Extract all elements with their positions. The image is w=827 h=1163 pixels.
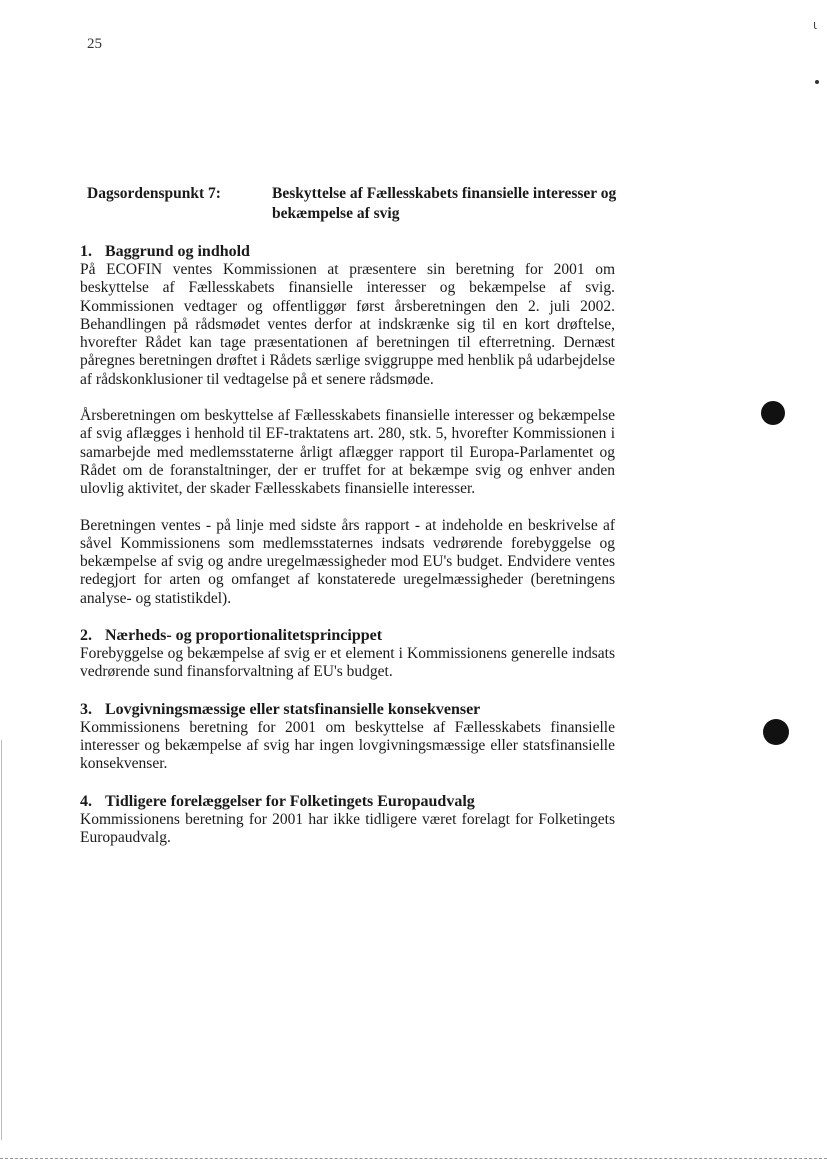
document-body: [80, 242, 615, 847]
corner-mark: ι: [813, 18, 818, 32]
section-number: 2.: [80, 627, 92, 645]
scan-bottom-edge: [0, 1158, 827, 1159]
section-heading: [80, 242, 615, 261]
binder-hole-mark-top: [761, 401, 785, 425]
paragraph: Forebyggelse og bekæmpelse af svig er et element i Kommissionens generelle indsats vedrørende sund finansforvaltning af EU's budget.: [80, 645, 615, 681]
section-1: [80, 242, 615, 608]
page-number: 25: [87, 36, 102, 52]
paragraph: Kommissionens beretning for 2001 har ikke tidligere været forelagt for Folketingets Europaudvalg.: [80, 810, 615, 846]
section-title: Lovgivningsmæssige eller statsfinansielle konsekvenser: [105, 700, 481, 718]
paragraph: Årsberetningen om beskyttelse af Fællesskabets finansielle interesser og bekæmpelse af svig aflægges i henhold til EF-traktatens art. 280, stk. 5, hvorefter Kommissionen i samarbejde med medlemsstaterne årligt aflægger rapport til Europa-Parlamentet og Rådet om de foranstaltninger, der er truffet for at bekæmpe svig og enhver anden ulovlig aktivitet, der skader Fællesskabets finansielle interesser.: [80, 407, 615, 498]
section-2: [80, 626, 615, 682]
section-4: [80, 792, 615, 848]
section-heading: [80, 626, 615, 645]
section-heading: [80, 700, 615, 719]
section-number: 3.: [80, 700, 92, 718]
scan-speck: [815, 80, 819, 84]
section-title: Baggrund og indhold: [105, 243, 250, 260]
section-title: Tidligere forelæggelser for Folketingets Europaudvalg: [105, 792, 475, 810]
scan-edge-line: [1, 740, 2, 1140]
section-number: 1.: [80, 243, 92, 260]
paragraph: Kommissionens beretning for 2001 om beskyttelse af Fællesskabets finansielle interesser og bekæmpelse af svig har ingen lovgivningsmæssige eller statsfinansielle konsekvenser.: [80, 718, 615, 773]
paragraph: På ECOFIN ventes Kommissionen at præsentere sin beretning for 2001 om beskyttelse af Fællesskabets finansielle interesser og bekæmpelse af svig. Kommissionen vedtager og offentliggør først årsberetningen den 2. juli 2002. Behandlingen på rådsmødet ventes derfor at indskrænke sig til en kort drøftelse, hvorefter Rådet kan tage præsentationen af beretningen til efterretning. Dernæst påregnes beretningen drøftet i Rådets særlige sviggruppe med henblik på udarbejdelse af rådskonklusioner til vedtagelse på et senere rådsmøde.: [80, 261, 615, 388]
section-heading: [80, 792, 615, 811]
section-number: 4.: [80, 792, 92, 810]
agenda-label: Dagsordenspunkt 7:: [87, 185, 221, 202]
section-title: Nærheds- og proportionalitetsprincippet: [105, 627, 383, 645]
agenda-title: Beskyttelse af Fællesskabets finansielle interesser og bekæmpelse af svig: [272, 185, 617, 222]
binder-hole-mark-bottom: [763, 719, 789, 745]
paragraph: Beretningen ventes - på linje med sidste års rapport - at indeholde en beskrivelse af såvel Kommissionens som medlemsstaternes indsats vedrørende forebyggelse og bekæmpelse af svig og andre uregelmæssigheder mod EU's budget. Endvidere ventes redegjort for arten og omfanget af konstaterede uregelmæssigheder (beretningens analyse- og statistikdel).: [80, 516, 615, 607]
section-3: [80, 700, 615, 774]
